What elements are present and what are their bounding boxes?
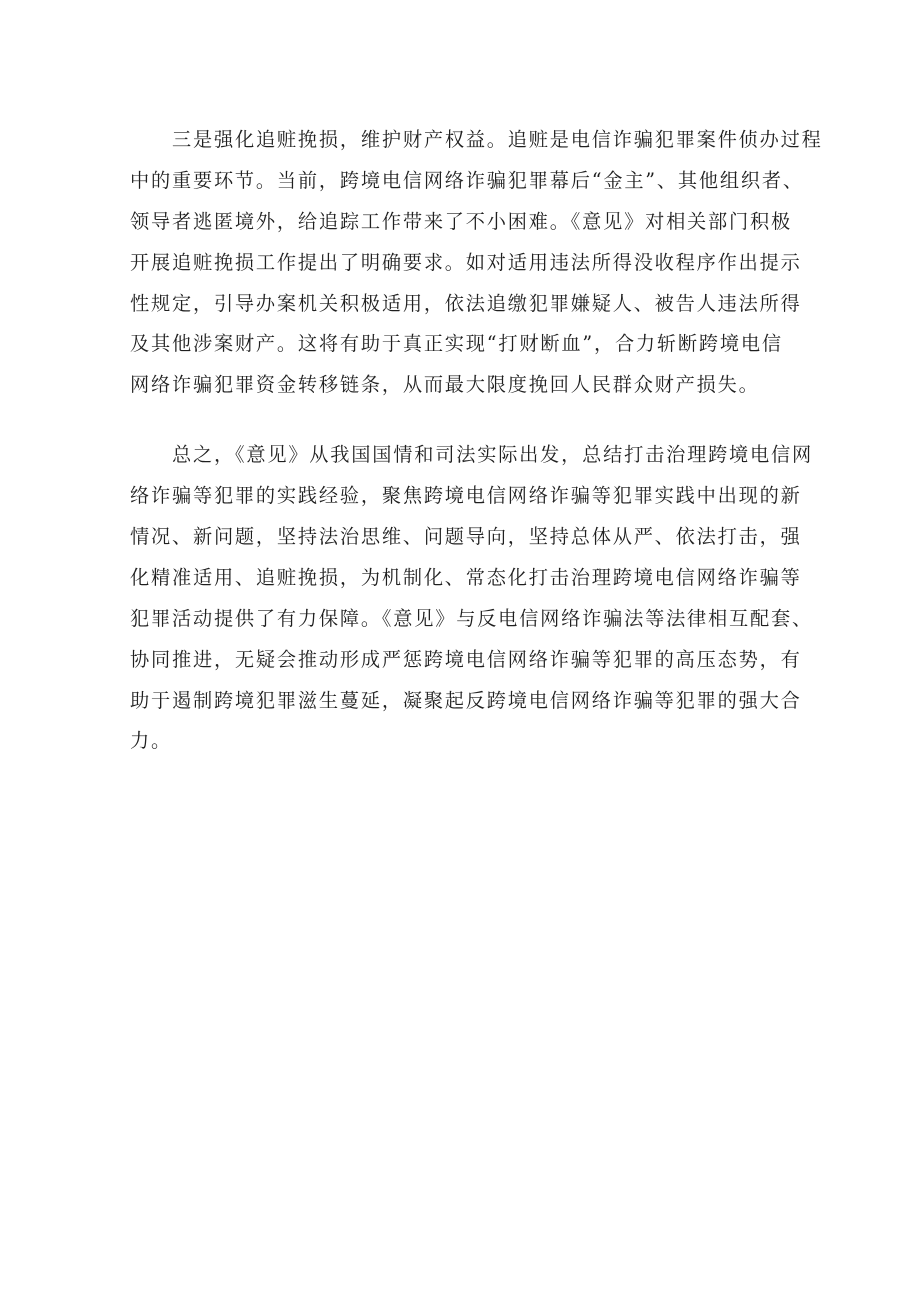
text-line: 网络诈骗犯罪资金转移链条，从而最大限度挽回人民群众财产损失。 bbox=[130, 373, 760, 397]
text-line: 力。 bbox=[130, 729, 172, 753]
text-line: 化精准适用、追赃挽损，为机制化、常态化打击治理跨境电信网络诈骗等 bbox=[130, 565, 802, 589]
text-line: 总之，《意见》从我国国情和司法实际出发，总结打击治理跨境电信网 bbox=[172, 443, 814, 467]
text-line: 性规定，引导办案机关积极适用，依法追缴犯罪嫌疑人、被告人违法所得 bbox=[130, 291, 802, 315]
text-line: 情况、新问题，坚持法治思维、问题导向，坚持总体从严、依法打击，强 bbox=[130, 525, 802, 549]
text-line: 三是强化追赃挽损，维护财产权益。追赃是电信诈骗犯罪案件侦办过程 bbox=[172, 128, 823, 151]
document-body bbox=[130, 120, 823, 762]
text-line: 协同推进，无疑会推动形成严惩跨境电信网络诈骗等犯罪的高压态势，有 bbox=[130, 647, 802, 671]
text-line: 及其他涉案财产。这将有助于真正实现“打财断血”，合力斩断跨境电信 bbox=[130, 332, 783, 356]
text-line: 中的重要环节。当前，跨境电信网络诈骗犯罪幕后“金主”、其他组织者、 bbox=[130, 168, 804, 192]
text-line: 络诈骗等犯罪的实践经验，聚焦跨境电信网络诈骗等犯罪实践中出现的新 bbox=[130, 484, 802, 508]
text-line: 领导者逃匿境外，给追踪工作带来了不小困难。《意见》对相关部门积极 bbox=[130, 209, 792, 233]
text-line: 开展追赃挽损工作提出了明确要求。如对适用违法所得没收程序作出提示 bbox=[130, 250, 802, 274]
text-line: 助于遏制跨境犯罪滋生蔓延，凝聚起反跨境电信网络诈骗等犯罪的强大合 bbox=[130, 688, 802, 712]
text-line: 犯罪活动提供了有力保障。《意见》与反电信网络诈骗法等法律相互配套、 bbox=[130, 606, 813, 630]
paragraph-asset-recovery bbox=[130, 120, 823, 406]
paragraph-conclusion bbox=[130, 435, 814, 762]
